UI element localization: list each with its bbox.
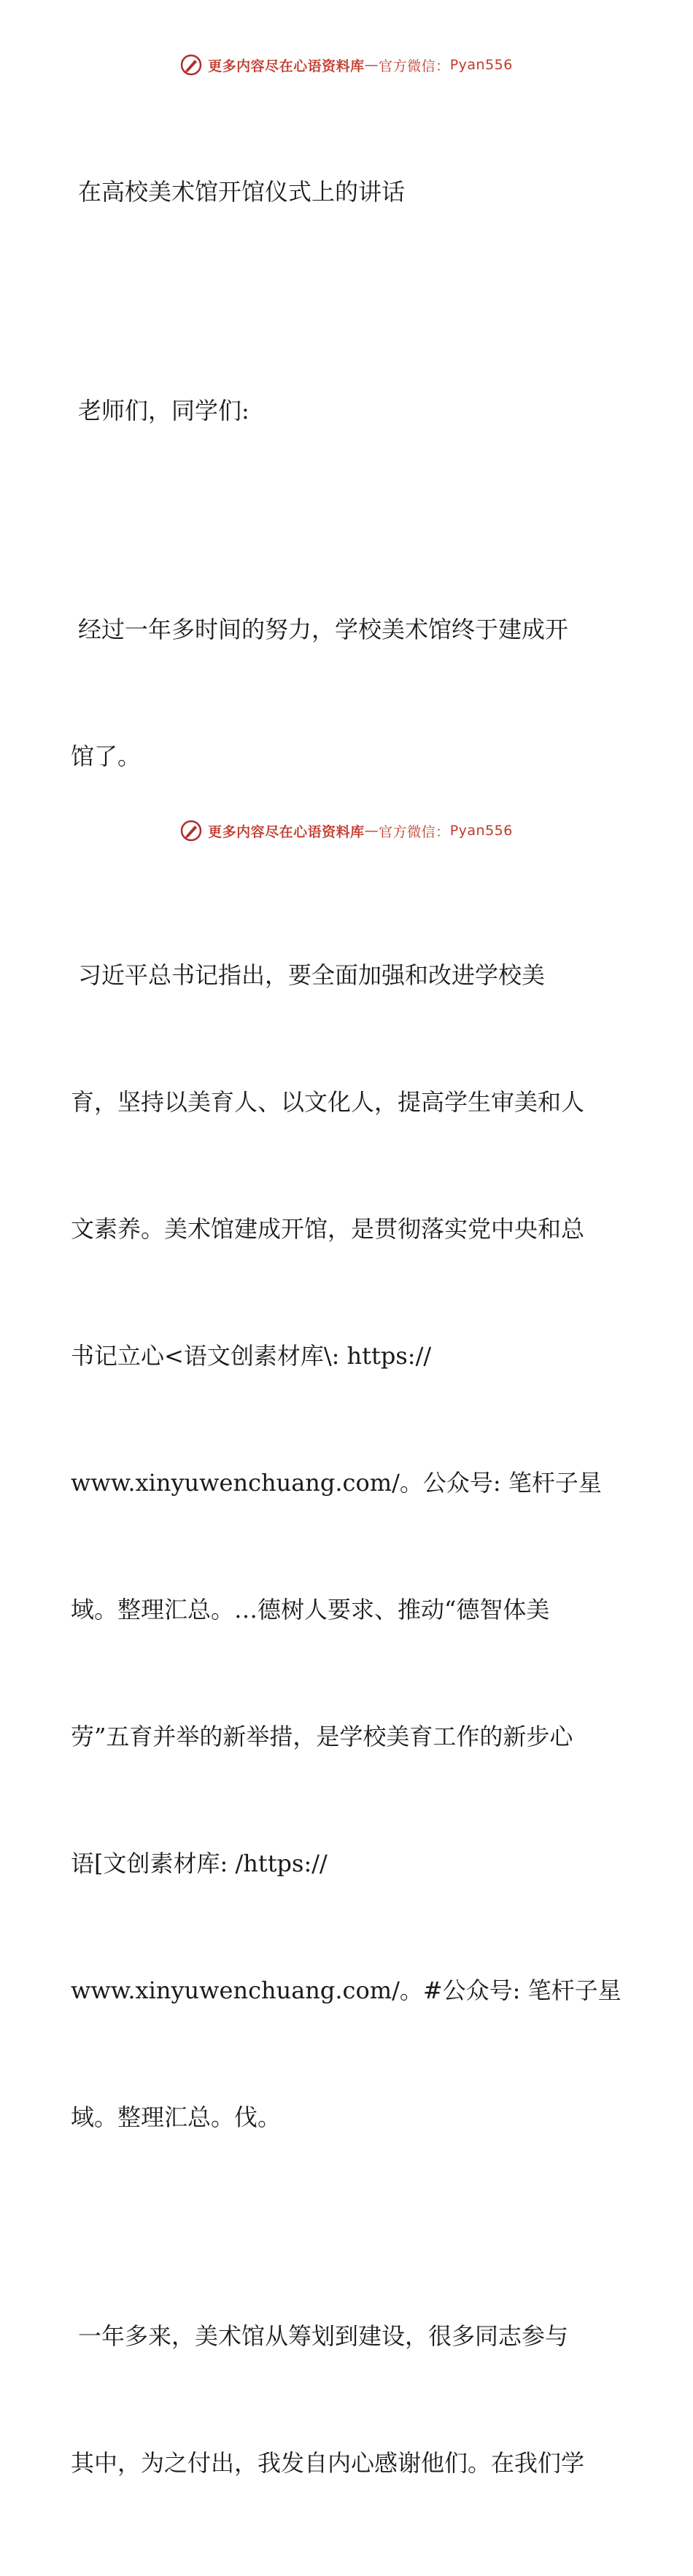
- paragraph-line: 语[文创素材库: /https://: [71, 1850, 328, 1877]
- watermark-id: Pyan556: [449, 57, 513, 73]
- watermark-footer: [0, 820, 693, 842]
- watermark-id: Pyan556: [449, 823, 513, 839]
- paragraph-3: [71, 2230, 625, 2569]
- pen-logo-icon: [180, 820, 202, 842]
- watermark-label: 官方微信：: [379, 58, 450, 74]
- paragraph-2: [71, 869, 625, 2223]
- watermark-dash: —: [364, 57, 379, 73]
- pen-logo-icon: [180, 54, 202, 76]
- document-body: [71, 86, 625, 2576]
- watermark-main-text: 更多内容尽在心语资料库: [208, 58, 365, 74]
- watermark-header: [0, 54, 693, 76]
- paragraph-line: 域。整理汇总。伐。: [71, 2103, 282, 2131]
- paragraph-line: 育，坚持以美育人、以文化人，提高学生审美和人: [71, 1088, 585, 1116]
- paragraph-line: 劳”五育并举的新举措，是学校美育工作的新步心: [71, 1723, 573, 1750]
- watermark-main-text: 更多内容尽在心语资料库: [208, 823, 365, 840]
- paragraph-line: 文素养。美术馆建成开馆，是贯彻落实党中央和总: [71, 1215, 585, 1243]
- paragraph-1: [71, 524, 625, 862]
- greeting-line: 老师们，同学们:: [78, 397, 249, 424]
- paragraph-line: 馆了。: [71, 742, 142, 770]
- watermark-label: 官方微信：: [379, 823, 450, 840]
- paragraph-line: 书记立心<语文创素材库\: https://: [71, 1342, 432, 1370]
- watermark-dash: —: [364, 823, 379, 839]
- paragraph-line: 一年多来，美术馆从筹划到建设，很多同志参与: [78, 2322, 569, 2350]
- greeting: [71, 305, 625, 516]
- paragraph-line: www.xinyuwenchuang.com/。公众号: 笔杆子星: [71, 1469, 602, 1497]
- paragraph-line: 其中，为之付出，我发自内心感谢他们。在我们学: [71, 2449, 585, 2477]
- paragraph-line: 域。整理汇总。…德树人要求、推动“德智体美: [71, 1596, 550, 1623]
- paragraph-line: 经过一年多时间的努力，学校美术馆终于建成开: [78, 616, 569, 643]
- paragraph-line: 习近平总书记指出，要全面加强和改进学校美: [78, 961, 546, 989]
- document-title: [71, 86, 625, 298]
- paragraph-line: www.xinyuwenchuang.com/。#公众号: 笔杆子星: [71, 1976, 622, 2004]
- title-line: 在高校美术馆开馆仪式上的讲话: [78, 178, 406, 206]
